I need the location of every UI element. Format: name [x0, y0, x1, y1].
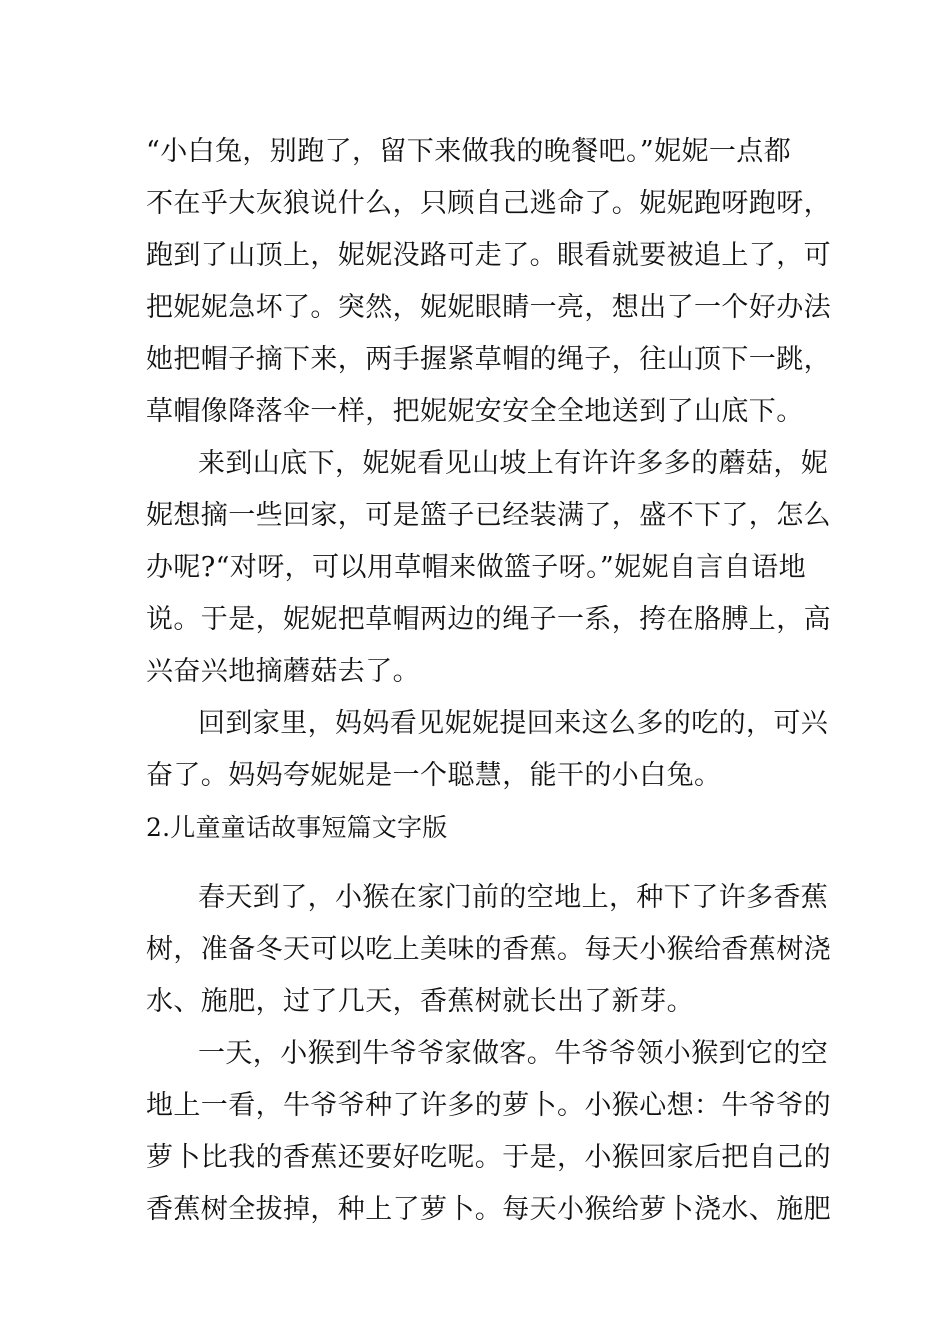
paragraph-2-line-4: 说。于是，妮妮把草帽两边的绳子一系，挎在胳膊上，高: [146, 604, 831, 635]
section-paragraph-2-line-3: 萝卜比我的香蕉还要好吃呢。于是，小猴回家后把自己的: [146, 1142, 831, 1173]
section-paragraph-2-line-2: 地上一看，牛爷爷种了许多的萝卜。小猴心想：牛爷爷的: [146, 1090, 831, 1121]
paragraph-3-line-1: 回到家里，妈妈看见妮妮提回来这么多的吃的，可兴: [198, 708, 829, 739]
section-paragraph-2-line-1: 一天，小猴到牛爷爷家做客。牛爷爷领小猴到它的空: [198, 1038, 829, 1069]
paragraph-2-line-3: 办呢?“对呀，可以用草帽来做篮子呀。”妮妮自言自语地: [146, 552, 806, 583]
section-paragraph-1-line-2: 树，准备冬天可以吃上美味的香蕉。每天小猴给香蕉树浇: [146, 934, 831, 965]
paragraph-2-line-1: 来到山底下，妮妮看见山坡上有许许多多的蘑菇，妮: [198, 448, 829, 479]
paragraph-2-line-2: 妮想摘一些回家，可是篮子已经装满了，盛不下了，怎么: [146, 500, 831, 531]
paragraph-1-line-2: 不在乎大灰狼说什么，只顾自己逃命了。妮妮跑呀跑呀，: [146, 188, 831, 219]
paragraph-1-line-4: 把妮妮急坏了。突然，妮妮眼睛一亮，想出了一个好办法: [146, 292, 831, 323]
paragraph-1-line-1: “小白兔，别跑了，留下来做我的晚餐吧。”妮妮一点都: [146, 136, 792, 167]
paragraph-3-line-2: 奋了。妈妈夸妮妮是一个聪慧，能干的小白兔。: [146, 760, 722, 791]
section-paragraph-2-line-4: 香蕉树全拔掉，种上了萝卜。每天小猴给萝卜浇水、施肥: [146, 1194, 831, 1225]
section-paragraph-1-line-3: 水、施肥，过了几天，香蕉树就长出了新芽。: [146, 986, 694, 1017]
section-heading: 2.儿童童话故事短篇文字版: [146, 813, 448, 842]
paragraph-1-line-5: 她把帽子摘下来，两手握紧草帽的绳子，往山顶下一跳，: [146, 344, 831, 375]
paragraph-2-line-5: 兴奋兴地摘蘑菇去了。: [146, 656, 420, 687]
section-paragraph-1-line-1: 春天到了，小猴在家门前的空地上，种下了许多香蕉: [198, 882, 829, 913]
paragraph-1-line-3: 跑到了山顶上，妮妮没路可走了。眼看就要被追上了，可: [146, 240, 831, 271]
paragraph-1-line-6: 草帽像降落伞一样，把妮妮安安全全地送到了山底下。: [146, 396, 804, 427]
